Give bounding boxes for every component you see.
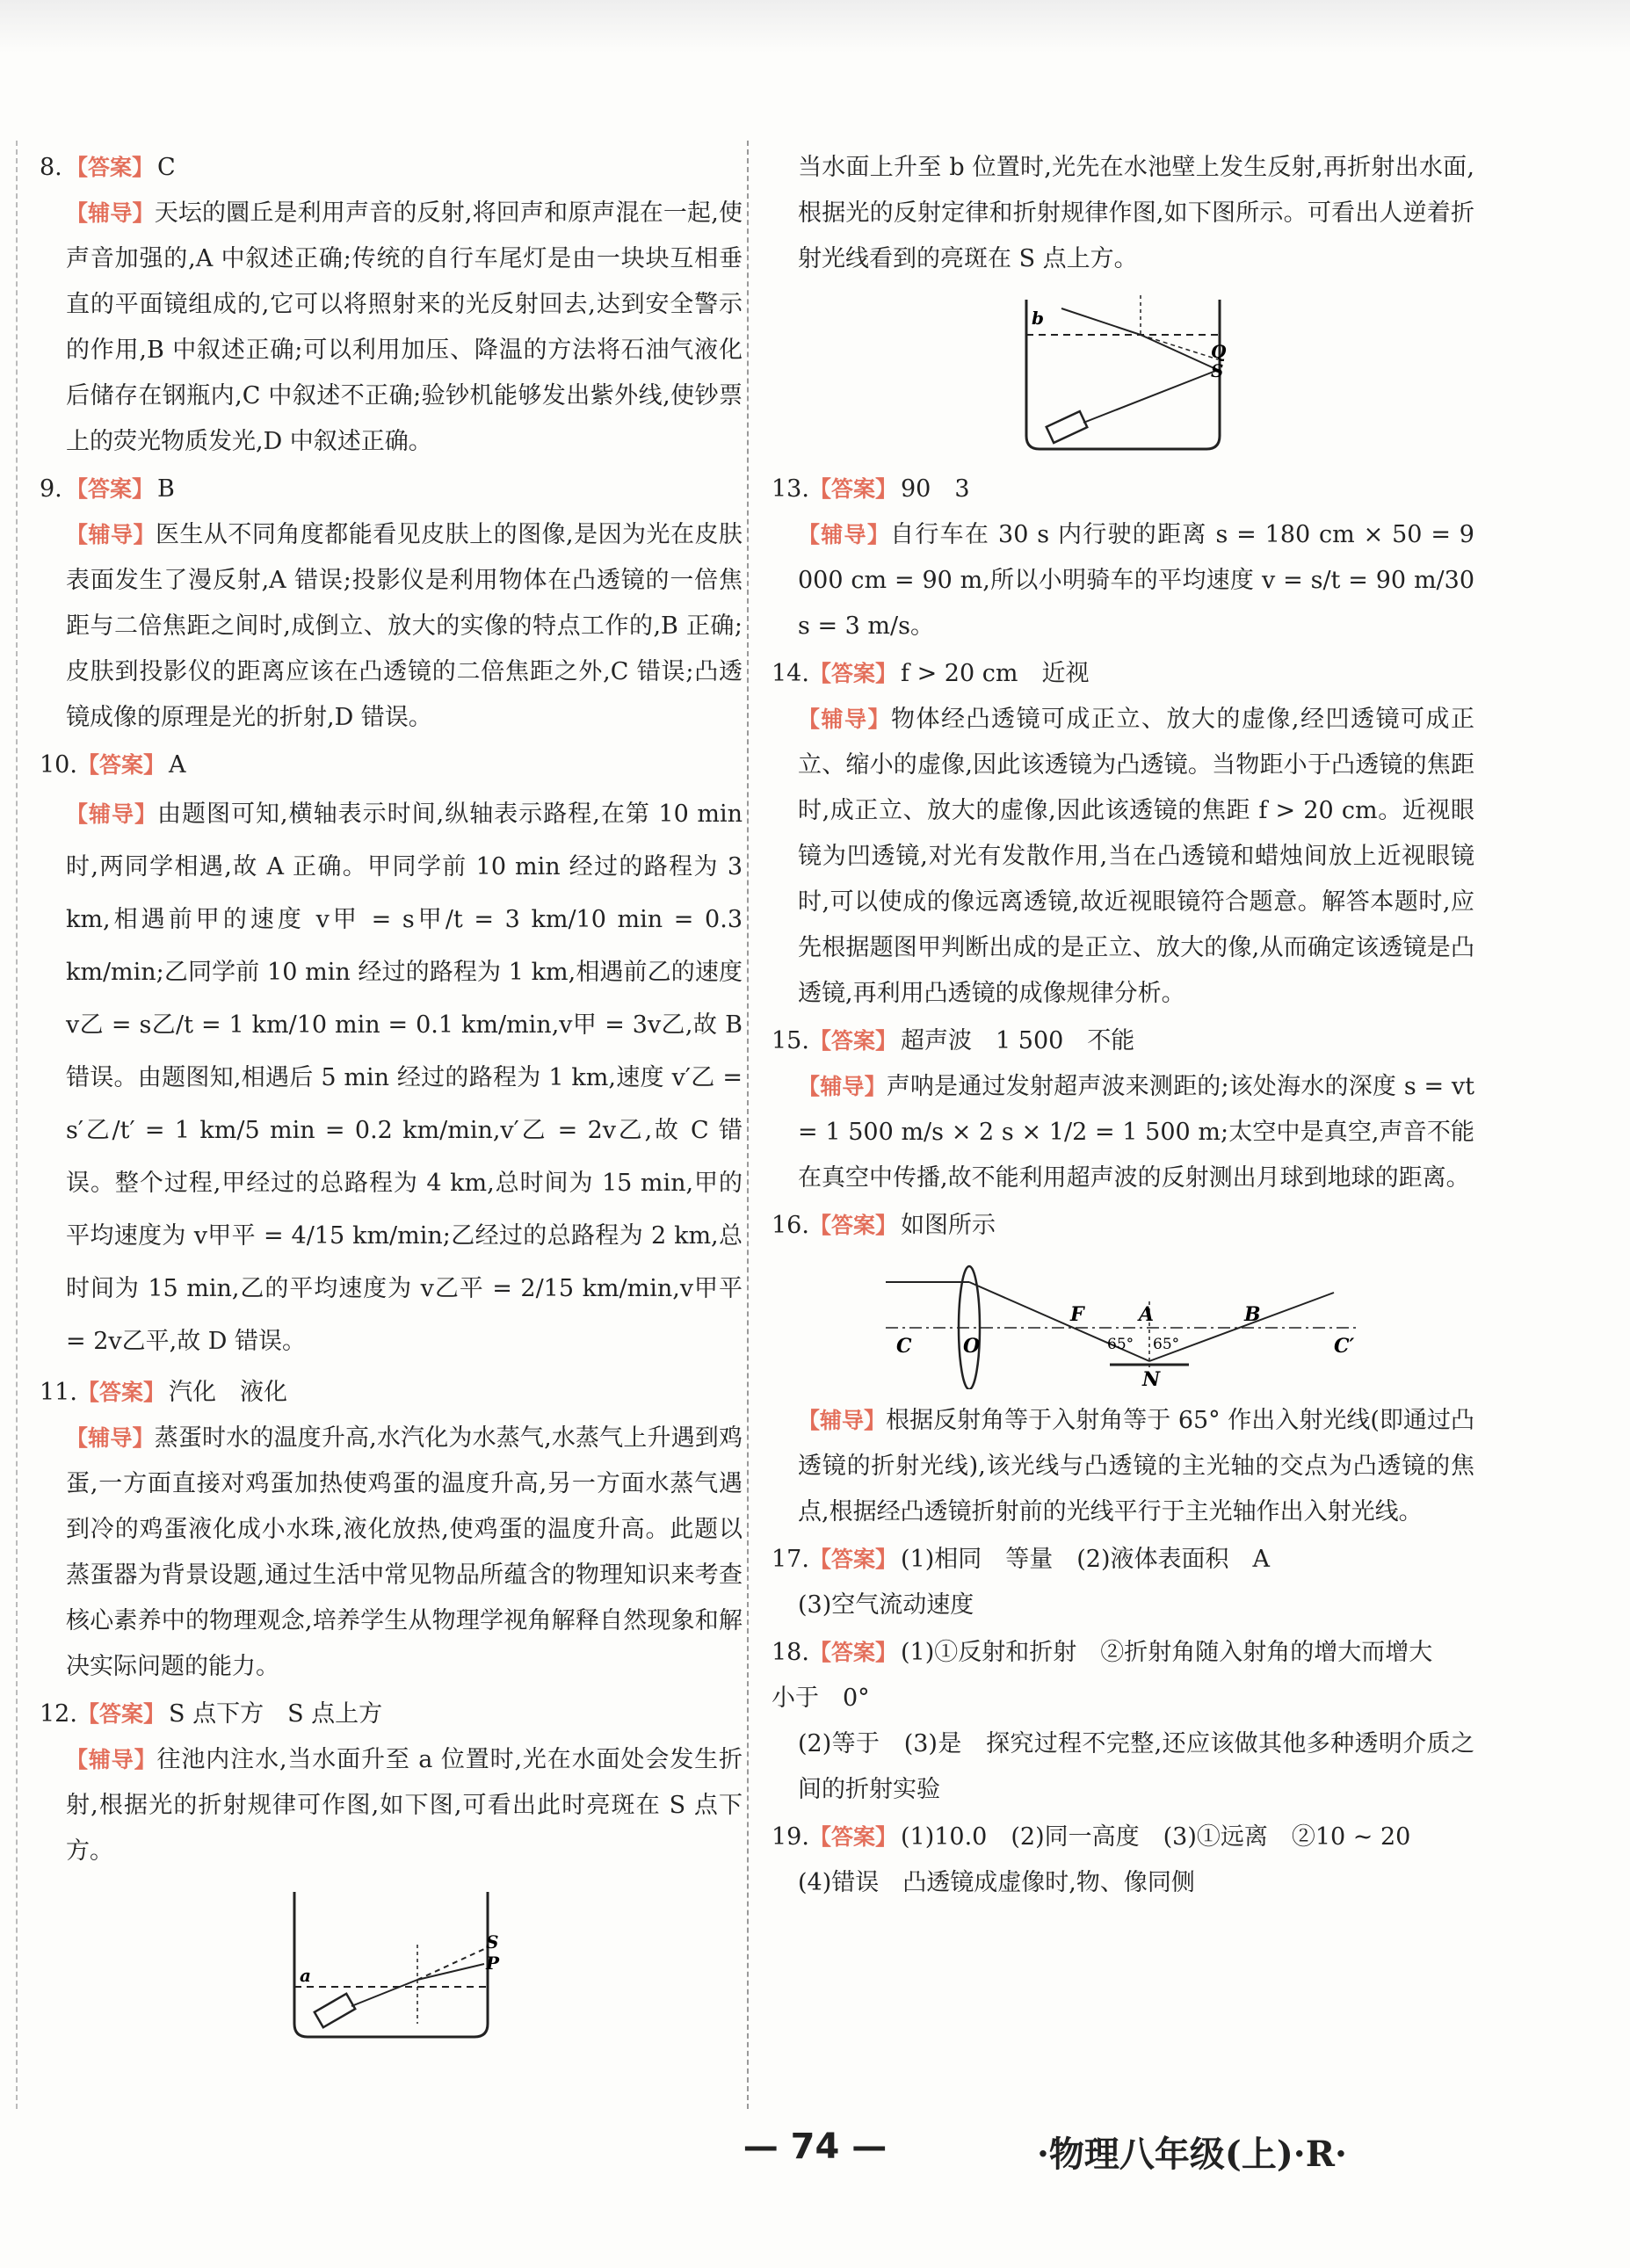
question-number: 8. — [40, 154, 62, 181]
answer-tag: 【答案】 — [76, 1380, 165, 1405]
hint-tag: 【辅导】 — [66, 200, 155, 226]
answer-tag: 【答案】 — [76, 1701, 165, 1727]
hint-tag: 【辅导】 — [798, 706, 891, 732]
question-number: 11. — [40, 1379, 77, 1406]
answer-text: (1)相同 等量 (2)液体表面积 A — [901, 1546, 1270, 1573]
hint-text: 天坛的圜丘是利用声音的反射,将回声和原声混在一起,使声音加强的,A 中叙述正确;传统的自行车尾灯是由一块块互相垂直的平面镜组成的,它可以将照射来的光反射回去,达到安全警示的作用,B 中叙述正确;可以利用加压、降温的方法将石油气液化后储存在钢瓶内,C 中叙述不正确;验钞机能够发出紫外线,使钞票上的荧光物质发光,D 中叙述正确。 — [66, 199, 743, 455]
binding-margin-line — [16, 141, 18, 2109]
question-14 — [772, 651, 1474, 1017]
hint-tag: 【辅导】 — [66, 1747, 157, 1772]
question-8 — [40, 145, 743, 465]
label-s: S — [1211, 360, 1224, 381]
question-19 — [772, 1815, 1474, 1906]
hint-text: 物体经凸透镜可成正立、放大的虚像,经凹透镜可成正立、缩小的虚像,因此该透镜为凸透镜。当物距小于凸透镜的焦距时,成正立、放大的虚像,因此该透镜的焦距 f > 20 cm。近视眼镜为凹透镜,对光有发散作用,当在凸透镜和蜡烛间放上近视眼镜时,可以使成的像远离透镜,故近视眼镜符合题意。解答本题时,应先根据题图甲判断出成的是正立、放大的像,从而确定该透镜是凸透镜,再利用凸透镜的成像规律分析。 — [798, 706, 1474, 1007]
answer-tag: 【答案】 — [808, 661, 897, 686]
label-p: P — [486, 1953, 500, 1974]
hint-tag: 【辅导】 — [66, 801, 158, 827]
question-number: 14. — [772, 660, 809, 687]
question-12-continued — [772, 145, 1474, 458]
answer-text: (1)10.0 (2)同一高度 (3)①远离 ②10 ~ 20 — [901, 1823, 1411, 1851]
question-15 — [772, 1018, 1474, 1201]
answer-tag: 【答案】 — [808, 1028, 897, 1054]
right-column — [772, 145, 1474, 1908]
answer-tag: 【答案】 — [76, 752, 165, 778]
label-q: Q — [1211, 341, 1227, 362]
answer-text: (1)①反射和折射 ②折射角随入射角的增大而增大 小于 0° — [772, 1639, 1457, 1712]
answer-text: f > 20 cm 近视 — [901, 660, 1090, 687]
label-a: A — [1139, 1303, 1155, 1326]
question-number: 13. — [772, 475, 809, 503]
answer-extra: (3)空气流动速度 — [798, 1591, 974, 1619]
angle-label-right: 65° — [1153, 1336, 1180, 1353]
question-number: 12. — [40, 1700, 77, 1728]
question-11 — [40, 1370, 743, 1690]
hint-text: 由题图可知,横轴表示时间,纵轴表示路程,在第 10 min 时,两同学相遇,故 A 正确。甲同学前 10 min 经过的路程为 3 km,相遇前甲的速度 v甲 = s甲/t = 3 km/10 min = 0.3 km/min;乙同学前 10 min 经过的路程为 1 km,相遇前乙的速度 v乙 = s乙/t = 1 km/10 min = 0.1 km/min,v甲 = 3v乙,故 B 错误。由题图知,相遇后 5 min 经过的路程为 1 km,速度 v′乙 = s′乙/t′ = 1 km/5 min = 0.2 km/min,v′乙 = 2v乙,故 C 错误。整个过程,甲经过的总路程为 4 km,总时间为 15 min,甲的平均速度为 v甲平 = 4/15 km/min;乙经过的总路程为 2 km,总时间为 15 min,乙的平均速度为 v乙平 = 2/15 km/min,v甲平 = 2v乙平,故 D 错误。 — [66, 801, 743, 1355]
question-number: 10. — [40, 751, 77, 779]
hint-text: 声呐是通过发射超声波来测距的;该处海水的深度 s = vt = 1 500 m/s × 2 s × 1/2 = 1 500 m;太空中是真空,声音不能在真空中传播,故不能利用超声波的反射测出月球到地球的距离。 — [798, 1073, 1474, 1192]
answer-text: 如图所示 — [901, 1212, 996, 1239]
question-number: 16. — [772, 1212, 809, 1239]
scan-shadow — [0, 0, 1630, 53]
question-number: 15. — [772, 1027, 809, 1054]
question-18 — [772, 1630, 1474, 1813]
question-10 — [40, 743, 743, 1368]
hint-tag: 【辅导】 — [798, 522, 891, 547]
question-number: 17. — [772, 1546, 809, 1573]
label-b: b — [1032, 308, 1044, 329]
answer-text: 超声波 1 500 不能 — [901, 1027, 1135, 1054]
hint-tag: 【辅导】 — [66, 522, 156, 547]
hint-text: 往池内注水,当水面升至 a 位置时,光在水面处会发生折射,根据光的折射规律可作图,如下图,可看出此时亮斑在 S 点下方。 — [66, 1746, 743, 1865]
label-f: F — [1070, 1303, 1084, 1326]
answer-text: 汽化 液化 — [169, 1379, 287, 1406]
hint-text: 蒸蛋时水的温度升高,水汽化为水蒸气,水蒸气上升遇到鸡蛋,一方面直接对鸡蛋加热使鸡蛋的温度升高,另一方面水蒸气遇到冷的鸡蛋液化成小水珠,液化放热,使鸡蛋的温度升高。此题以蒸蛋器为背景设题,通过生活中常见物品所蕴含的物理知识来考查核心素养中的物理观念,培养学生从物理学视角解释自然现象和解决实际问题的能力。 — [66, 1424, 743, 1680]
answer-text: C — [157, 154, 176, 181]
figure-water-tank-a — [277, 1883, 505, 2041]
figure-water-tank-b — [1009, 291, 1237, 458]
hint-tag: 【辅导】 — [66, 1425, 155, 1451]
page-number: — 74 — — [743, 2127, 887, 2167]
answer-tag: 【答案】 — [66, 476, 155, 502]
question-number: 18. — [772, 1639, 809, 1666]
label-c-prime: C′ — [1334, 1335, 1355, 1358]
answer-extra: (2)等于 (3)是 探究过程不完整,还应该做其他多种透明介质之间的折射实验 — [798, 1730, 1474, 1803]
answer-tag: 【答案】 — [808, 1213, 897, 1238]
question-13 — [772, 467, 1474, 649]
question-16 — [772, 1203, 1474, 1535]
subject-label: ·物理八年级(上)·R· — [1037, 2134, 1347, 2175]
question-number: 19. — [772, 1823, 809, 1851]
answer-extra: (4)错误 凸透镜成虚像时,物、像同侧 — [798, 1869, 1195, 1896]
answer-text: A — [169, 751, 186, 779]
answer-tag: 【答案】 — [808, 1640, 897, 1665]
label-b: B — [1244, 1303, 1261, 1326]
column-divider — [747, 141, 749, 2109]
answer-tag: 【答案】 — [66, 155, 155, 180]
left-column — [40, 145, 743, 2050]
question-9 — [40, 467, 743, 741]
answer-text: S 点下方 S 点上方 — [169, 1700, 383, 1728]
hint-text: 自行车在 30 s 内行驶的距离 s = 180 cm × 50 = 9 000 cm = 90 m,所以小明骑车的平均速度 v = s/t = 90 m/30 s = 3 m/s。 — [798, 521, 1474, 640]
answer-text: 90 3 — [901, 475, 970, 503]
hint-text: 医生从不同角度都能看见皮肤上的图像,是因为光在皮肤表面发生了漫反射,A 错误;投影仪是利用物体在凸透镜的一倍焦距与二倍焦距之间时,成倒立、放大的实像的特点工作的,B 正确;皮肤到投影仪的距离应该在凸透镜的二倍焦距之外,C 错误;凸透镜成像的原理是光的折射,D 错误。 — [66, 521, 743, 731]
label-n: N — [1142, 1368, 1161, 1389]
answer-tag: 【答案】 — [808, 1824, 897, 1850]
hint-text: 当水面上升至 b 位置时,光先在水池壁上发生反射,再折射出水面,根据光的反射定律和折射规律作图,如下图所示。可看出人逆着折射光线看到的亮斑在 S 点上方。 — [798, 154, 1474, 272]
hint-tag: 【辅导】 — [798, 1408, 887, 1433]
label-c: C — [896, 1335, 912, 1358]
angle-label-left: 65° — [1107, 1336, 1134, 1353]
question-number: 9. — [40, 475, 62, 503]
answer-tag: 【答案】 — [808, 1547, 897, 1572]
question-17 — [772, 1537, 1474, 1628]
label-s: S — [486, 1931, 499, 1953]
answer-tag: 【答案】 — [808, 476, 897, 502]
hint-tag: 【辅导】 — [798, 1074, 887, 1099]
hint-text: 根据反射角等于入射角等于 65° 作出入射光线(即通过凸透镜的折射光线),该光线与凸透镜的主光轴的交点为凸透镜的焦点,根据经凸透镜折射前的光线平行于主光轴作出入射光线。 — [798, 1407, 1474, 1525]
label-a: a — [300, 1965, 311, 1986]
question-12 — [40, 1692, 743, 2041]
answer-text: B — [157, 475, 175, 503]
label-o: O — [963, 1335, 981, 1358]
figure-lens-mirror — [877, 1257, 1369, 1389]
